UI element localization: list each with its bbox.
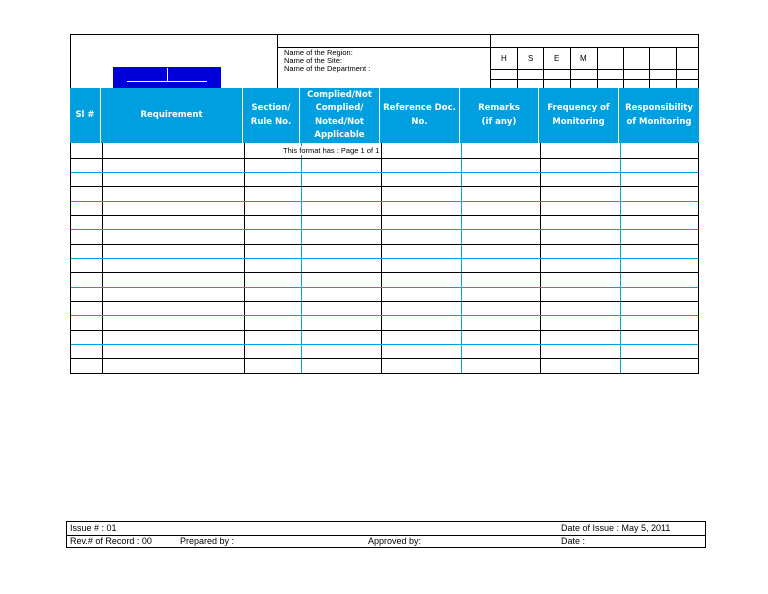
table-row-line [71, 258, 698, 259]
hsem-e: E [554, 54, 560, 63]
site-label: Name of the Site: [284, 56, 342, 65]
col-compliance: Complied/Not Complied/ Noted/Not Applicable [300, 88, 380, 143]
column-header-row [70, 88, 699, 143]
table-row-line [71, 158, 698, 159]
approved-by: Approved by: [368, 536, 422, 546]
revision-number: Rev.# of Record : 00 [70, 536, 152, 546]
table-row-line [71, 344, 698, 345]
table-row-line [71, 215, 698, 216]
table-row-line [71, 229, 698, 230]
table-row-line [71, 186, 698, 187]
date-of-issue: Date of Issue : May 5, 2011 [561, 523, 671, 533]
form-footer [66, 521, 706, 548]
hsem-s: S [528, 54, 534, 63]
col-frequency: Frequency of Monitoring [539, 88, 619, 143]
company-logo [113, 67, 221, 89]
prepared-by: Prepared by : [180, 536, 235, 546]
issue-number: Issue # : 01 [70, 523, 117, 533]
col-requirement: Requirement [101, 88, 243, 143]
table-row-line [71, 358, 698, 359]
table-row-line [71, 272, 698, 273]
col-remarks: Remarks (if any) [460, 88, 539, 143]
requirements-table [70, 143, 699, 374]
region-label: Name of the Region: [284, 48, 353, 57]
col-responsibility: Responsibility of Monitoring [625, 103, 693, 127]
table-row-line [71, 287, 698, 288]
table-row-line [71, 172, 698, 173]
page-count-note: This format has : Page 1 of 1 [283, 146, 380, 155]
hsem-h: H [501, 54, 507, 63]
col-reference: Reference Doc. No. [380, 88, 460, 143]
hsem-m: M [580, 54, 587, 63]
date-field: Date : [561, 536, 586, 546]
table-row-line [71, 201, 698, 202]
table-row-line [71, 301, 698, 302]
table-row-line [71, 244, 698, 245]
table-row-line [71, 315, 698, 316]
col-sl: Sl # [70, 88, 101, 143]
table-row-line [71, 330, 698, 331]
col-section: Section/ Rule No. [243, 88, 300, 143]
department-label: Name of the Department : [284, 64, 371, 73]
